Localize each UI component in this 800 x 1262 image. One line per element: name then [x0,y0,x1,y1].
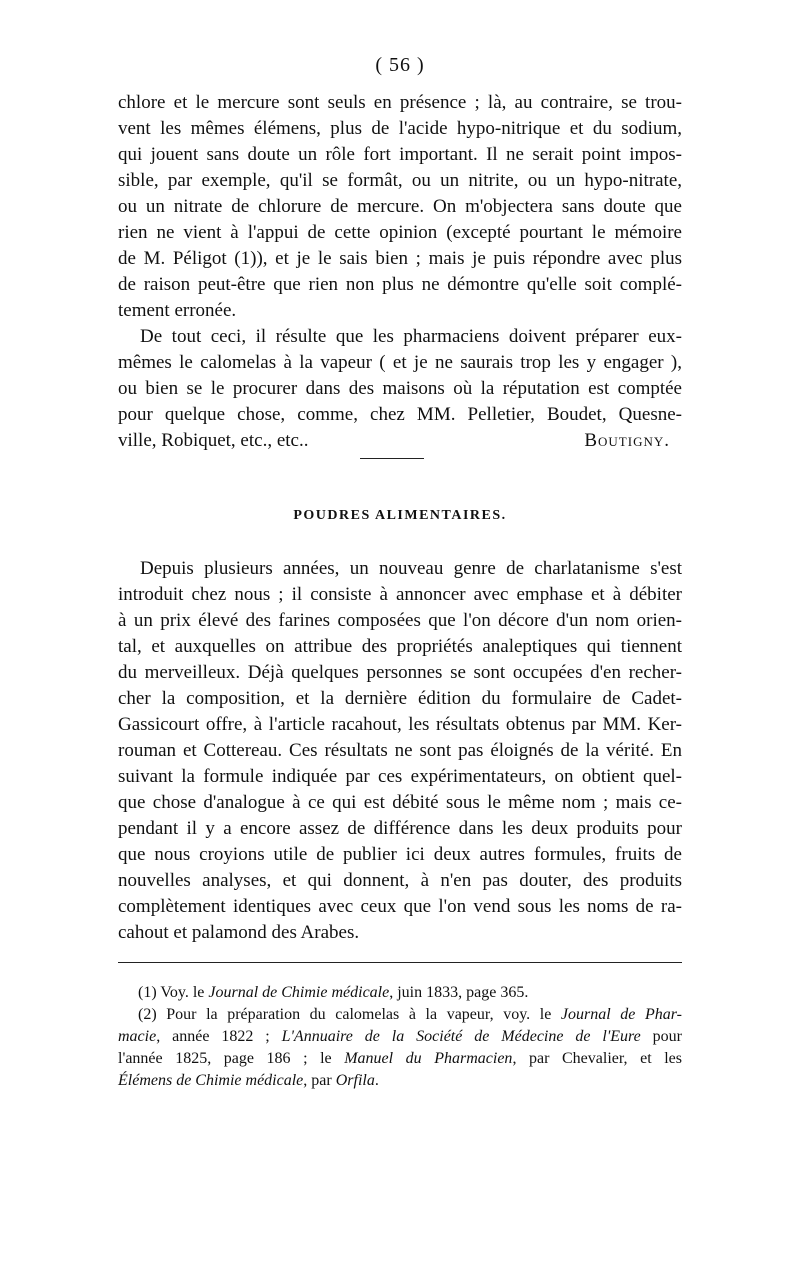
text-line: ou un nitrate de chlorure de mercure. On m'objectera sans doute que [118,196,682,217]
text-line: tement erronée. [118,300,237,321]
footnote-text: , par Chevalier, et les [512,1050,683,1067]
text-line: chlore et le mercure sont seuls en présence ; là, au contraire, se trou- [118,92,682,113]
footnote-2-line [118,1004,682,1026]
text-line: cahout et palamond des Arabes. [118,922,360,943]
footnote-divider [118,962,682,963]
footnote-title: L'Annuaire de la Société de Médecine de l'Eure [281,1028,641,1045]
footnote-2-line [118,1026,682,1048]
footnotes [118,982,682,1092]
text-line: suivant la formule indiquée par ces expérimentateurs, on obtient quel- [118,766,682,787]
text-line: de raison peut-être que rien non plus ne démontre qu'elle soit complé- [118,274,682,295]
text-line: vent les mêmes élémens, plus de l'acide hypo-nitrique et du sodium, [118,118,682,139]
footnote-text: (1) Voy. le [138,984,209,1001]
text-line: à un prix élevé des farines composées que l'on décore d'un nom orien- [118,610,682,631]
footnote-text: , juin 1833, page 365. [389,984,529,1001]
footnote-title: Manuel du Pharmacien [344,1050,513,1067]
text-line: De tout ceci, il résulte que les pharmaciens doivent préparer eux- [140,326,682,347]
text-line: pendant il y a encore assez de différence dans les deux produits pour [118,818,682,839]
author-signature: Boutigny. [584,430,670,451]
section-heading: POUDRES ALIMENTAIRES. [293,508,507,523]
text-line: que chose d'analogue à ce qui est débité sous le même nom ; mais ce- [118,792,682,813]
article-text [118,556,682,946]
text-line: rouman et Cottereau. Ces résultats ne sont pas éloignés de la vérité. En [118,740,682,761]
footnote-title: macie [118,1028,157,1045]
footnote-text: , par [303,1072,336,1089]
footnote-title: Journal de Phar- [560,1006,683,1023]
text-line: cher la composition, et la dernière édition du formulaire de Cadet- [118,688,682,709]
footnote-text: (2) Pour la préparation du calomelas à la vapeur, voy. le [138,1006,561,1023]
text-line: qui jouent sans doute un rôle fort important. Il ne serait point impos- [118,144,682,165]
text-line: complètement identiques avec ceux que l'on vend sous les noms de ra- [118,896,682,917]
footnote-author: Orfila [335,1072,375,1089]
text-line: pour quelque chose, comme, chez MM. Pelletier, Boudet, Quesne- [118,404,682,425]
footnote-2-line [118,1070,682,1092]
footnote-2-line [118,1048,682,1070]
text-line: rien ne vient à l'appui de cette opinion (excepté pourtant le mémoire [118,222,682,243]
text-line: de M. Péligot (1)), et je le sais bien ; mais je puis répondre avec plus [118,248,682,269]
text-line: introduit chez nous ; il consiste à annoncer avec emphase et à débiter [118,584,682,605]
footnote-text: pour [640,1028,683,1045]
footnote-text: l'année 1825, page 186 ; le [118,1050,345,1067]
text-line: ou bien se le procurer dans des maisons où la réputation est comptée [118,378,682,399]
footnote-title: Élémens de Chimie médicale [118,1072,304,1089]
continuation-text [118,90,682,454]
text-line: tal, et auxquelles on attribue des propriétés analeptiques qui tiennent [118,636,682,657]
signature-line [118,428,682,454]
footnote-1 [118,982,682,1004]
section-divider [360,458,424,459]
footnote-text: , année 1822 ; [156,1028,282,1045]
text-line: ville, Robiquet, etc., etc.. [118,430,309,451]
text-line: sible, par exemple, qu'il se formât, ou un nitrite, ou un hypo-nitrate, [118,170,682,191]
text-line: que nous croyions utile de publier ici deux autres formules, fruits de [118,844,682,865]
page-number: ( 56 ) [375,54,425,76]
text-line: nouvelles analyses, et qui donnent, à n'en pas douter, des produits [118,870,682,891]
text-line: du merveilleux. Déjà quelques personnes se sont occupées d'en recher- [118,662,682,683]
footnote-text: . [374,1072,379,1089]
text-line: mêmes le calomelas à la vapeur ( et je ne saurais trop les y engager ), [118,352,682,373]
text-line: Gassicourt offre, à l'article racahout, les résultats obtenus par MM. Ker- [118,714,682,735]
footnote-title: Journal de Chimie médicale [208,984,390,1001]
text-line: Depuis plusieurs années, un nouveau genre de charlatanisme s'est [140,558,682,579]
